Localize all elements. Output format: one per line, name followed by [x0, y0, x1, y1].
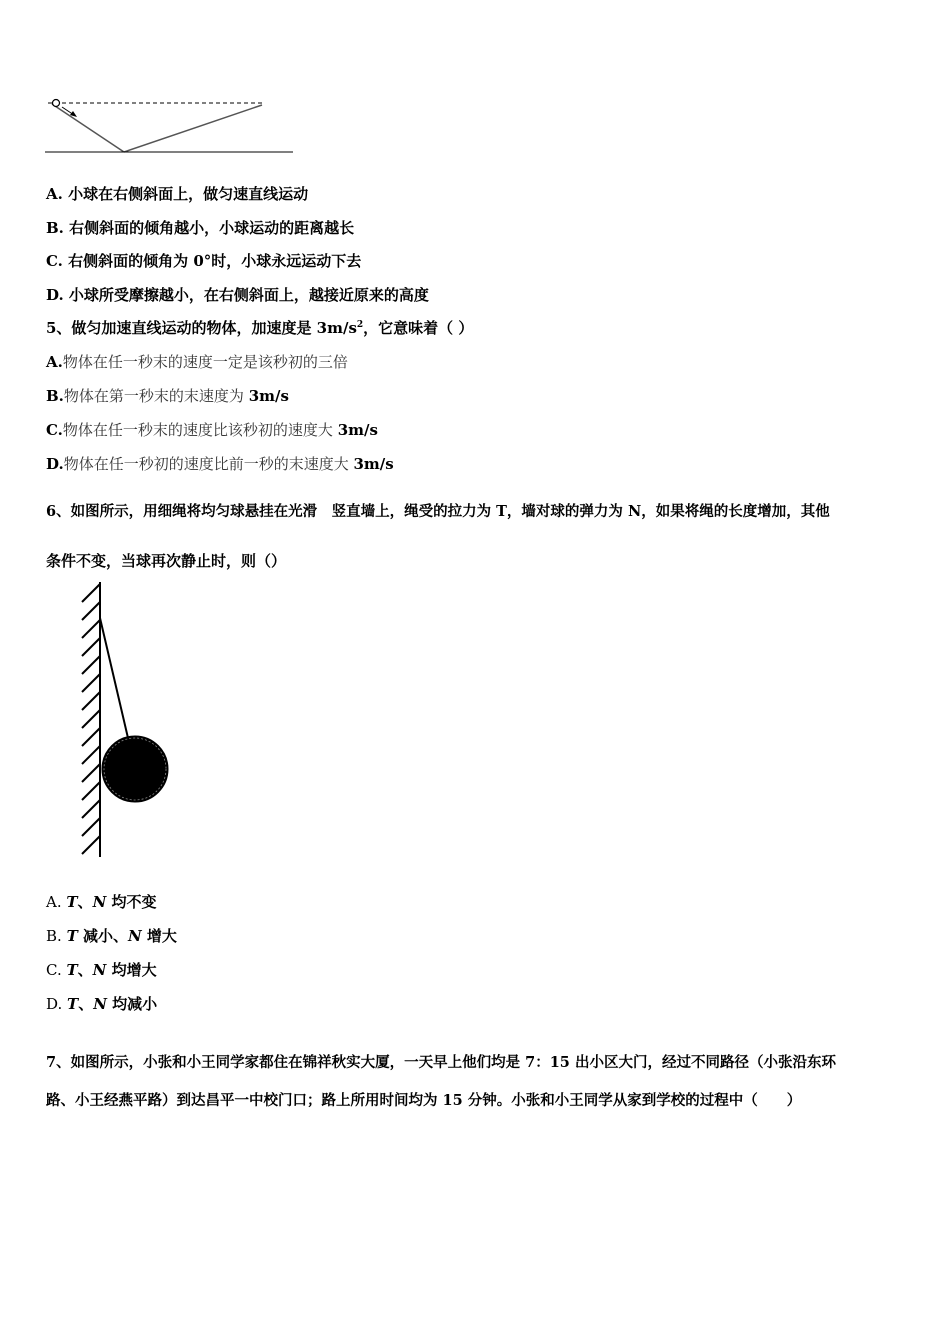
q6-stem-line2: 条件不变，当球再次静止时，则（） — [46, 552, 287, 570]
q4-option-d: D. 小球所受摩擦越小，在右侧斜面上，越接近原来的高度 — [46, 286, 429, 304]
q6-stem-line1: 6、如图所示，用细绳将均匀球悬挂在光滑 竖直墙上，绳受的拉力为 T，墙对球的弹力为 N，如果将绳的长度增加，其他 — [46, 503, 830, 520]
incline-figure — [40, 92, 300, 160]
q6-option-b: B. T 减小、N 增大 — [46, 927, 177, 945]
q7-stem-line2: 路、小王经燕平路）到达昌平一中校门口；路上所用时间均为 15 分钟。小张和小王同学从家到学校的过程中（ ） — [46, 1092, 802, 1109]
q4-option-c: C. 右侧斜面的倾角为 0°时，小球永远运动下去 — [46, 252, 362, 270]
q5-option-c: C.物体在任一秒末的速度比该秒初的速度大 3m/s — [46, 421, 378, 439]
q4-option-b: B. 右侧斜面的倾角越小，小球运动的距离越长 — [46, 219, 355, 237]
wall-hatching — [82, 584, 100, 854]
right-slope — [124, 105, 262, 152]
q4-option-a: A. 小球在右侧斜面上，做匀速直线运动 — [46, 185, 309, 203]
q5-option-a: A.物体在任一秒末的速度一定是该秒初的三倍 — [46, 353, 348, 371]
q5-option-d: D.物体在任一秒初的速度比前一秒的末速度大 3m/s — [46, 455, 394, 473]
wall-ball-figure — [76, 580, 176, 862]
q6-option-c: C. T、N 均增大 — [46, 961, 157, 979]
ball — [53, 100, 60, 107]
rope — [100, 618, 128, 738]
q7-stem-line1: 7、如图所示，小张和小王同学家都住在锦祥秋实大厦，一天早上他们均是 7：15 出小区大门，经过不同路径（小张沿东环 — [46, 1054, 836, 1071]
q6-option-d: D. T、N 均减小 — [46, 995, 158, 1013]
q5-option-b: B.物体在第一秒末的末速度为 3m/s — [46, 387, 289, 405]
left-slope — [52, 104, 124, 152]
q6-option-a: A. T、N 均不变 — [46, 893, 157, 911]
q5-stem: 5、做匀加速直线运动的物体，加速度是 $3m/s^2$，它意味着（ ） — [46, 319, 474, 337]
ball — [102, 736, 168, 802]
